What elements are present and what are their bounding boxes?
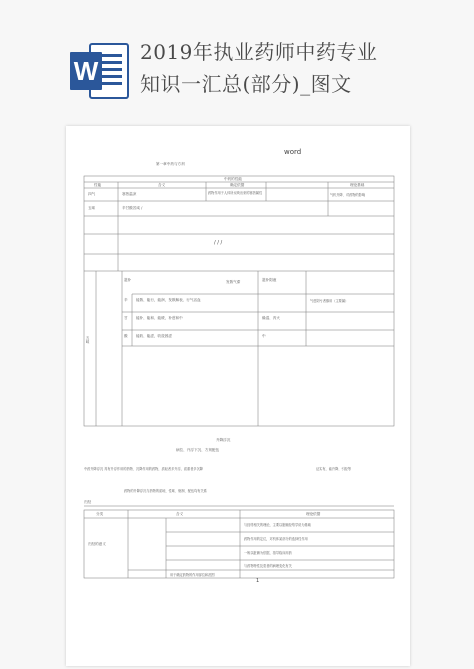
section-1-label: 第一章中药与方剂: [156, 162, 185, 166]
bottom-row-2: 药物作用的定位，对机体某部分的选择性作用: [244, 537, 308, 541]
col-header-4: 理论基础: [350, 183, 365, 187]
page-title: [140, 36, 460, 100]
right-col-4: 中: [262, 334, 266, 338]
title-line-1: 2019年执业药师中药专业: [140, 40, 378, 64]
bottom-row-3: 一般以脏腑为依据，指导临床用药: [244, 551, 292, 555]
bottom-row-5: 用于确定药物的作用部位和范围: [170, 573, 215, 577]
row1-theory: 气机升降、对药物的影响: [330, 193, 366, 197]
col-header-3: 确定依据: [230, 183, 245, 187]
page-header-word: word: [284, 148, 302, 156]
title-line-2: 知识一汇总(部分)_图文: [140, 72, 352, 96]
right-col-2: 气虚阴亏者慎用（主要属）: [310, 299, 349, 303]
slash-marks: / / /: [214, 240, 223, 246]
col-header-1: 性能: [94, 183, 102, 187]
mid-row-2-value: 能补、能和、能缓，补虚和中: [136, 316, 183, 320]
wuwei-vertical-label: 五味: [86, 336, 90, 344]
word-document-icon: [68, 42, 130, 100]
col-header-2: 含义: [158, 183, 166, 187]
bottom-col-2: 含义: [176, 512, 184, 516]
mid-row-1-value: 能散、能行，能润，发散解表、行气活血: [136, 298, 201, 302]
bottom-col-3: 理论依据: [306, 512, 321, 516]
right-col-1: 滋补阴液: [262, 278, 277, 282]
bottom-row-1: 与经络相关的理论，主要以脏腑经络学说为基础: [244, 523, 311, 527]
mid-row-2-key: 甘: [124, 316, 128, 320]
left-sub-label: 滋补: [124, 278, 132, 282]
document-header: [0, 0, 474, 120]
row2-label: 五味: [88, 206, 96, 210]
mid-row-3-value: 能收、能涩，收敛固涩: [136, 334, 172, 338]
drug-line: 中药升降浮沉 具有升浮作用的药物、沉降作用的药物，质轻者多升浮，质重者多沉降: [84, 467, 203, 471]
drug-line-right: 证实有，能升降、引经等: [316, 467, 352, 471]
bottom-col-1: 分类: [96, 512, 104, 516]
mid-row-3-key: 酸: [124, 334, 128, 338]
row2-content: 辛甘酸苦咸 /: [122, 206, 143, 210]
section-2-label: 升降浮沉: [216, 438, 231, 442]
section-2-text: 病位、升浮下沉、方剂配伍: [176, 448, 220, 452]
bottom-left-label: 归经的意义: [88, 542, 106, 546]
document-page-preview[interactable]: [66, 126, 410, 666]
right-col-3: 燥湿、泻火: [262, 316, 280, 320]
table-grid: [66, 126, 410, 666]
row1-basis: 药物作用于人体所反映出来的寒热属性: [208, 191, 263, 195]
row1-label: 四气: [88, 192, 96, 196]
bottom-row-4: 与药物特性及患者的病理变化有关: [244, 564, 292, 568]
page-number: 1: [256, 578, 260, 584]
mid-row-1-key: 辛: [124, 298, 128, 302]
table-title: 中药的性能: [224, 177, 242, 181]
mid-row-1-right: 发散气滞: [226, 280, 241, 284]
bottom-section-label: 归经: [84, 500, 92, 504]
notes-line: 药物的升降浮沉与药物的质地、性味、炮制、配伍均有关系: [124, 489, 207, 493]
word-logo-letter: W: [73, 56, 99, 86]
row1-content: 寒热温凉: [122, 192, 137, 196]
